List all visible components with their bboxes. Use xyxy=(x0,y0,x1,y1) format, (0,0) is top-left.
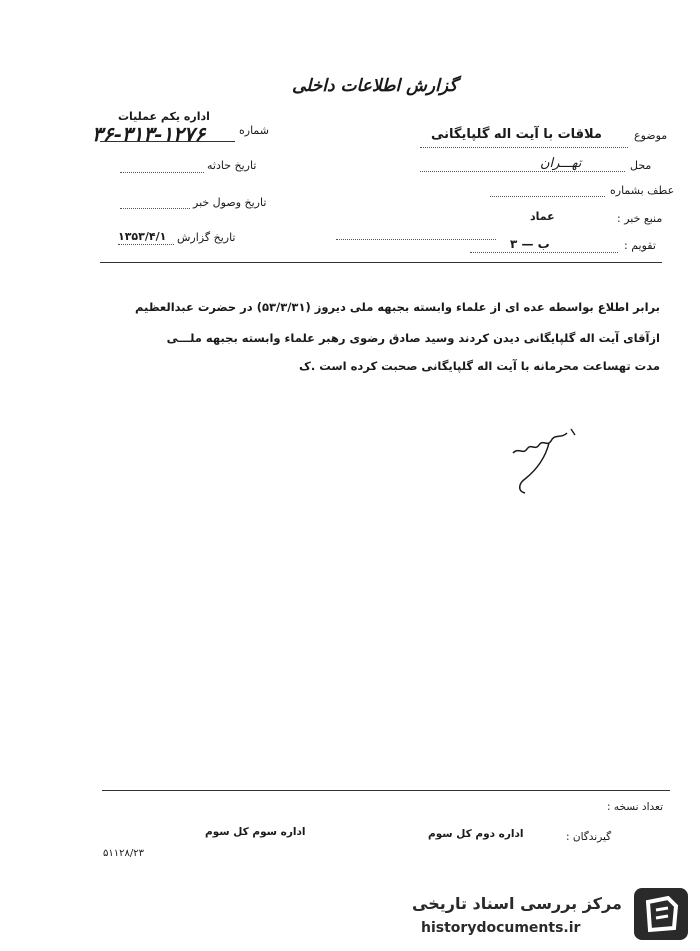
report-date-dots xyxy=(118,243,174,245)
copies-label: تعداد نسخه : xyxy=(607,801,664,813)
recipient-item: اداره دوم کل سوم xyxy=(428,828,524,840)
document-seal-icon xyxy=(634,888,688,940)
subject-dots xyxy=(420,146,628,148)
archive-website: historydocuments.ir xyxy=(421,920,581,936)
place-value: تهـــران xyxy=(540,156,582,171)
incident-date-dots xyxy=(120,171,204,173)
document-title: گزارش اطلاعات داخلی xyxy=(292,76,458,96)
number-value: ۳۶-۳۱۳-۱۲۷۶ xyxy=(92,122,206,146)
footer-separator xyxy=(102,790,670,791)
header-separator xyxy=(100,262,662,263)
report-date-value: ۱۳۵۳/۴/۱ xyxy=(118,230,167,243)
incident-date-label: تاریخ حادثه xyxy=(207,159,257,172)
assessment-label: تقویم : xyxy=(624,239,656,252)
source-label: منبع خبر : xyxy=(617,212,663,225)
recipient-item: اداره سوم کل سوم xyxy=(205,826,306,838)
receipt-date-dots xyxy=(120,207,190,209)
recipients-label: گیرندگان : xyxy=(566,831,612,843)
receipt-date-label: تاریخ وصول خبر xyxy=(193,196,267,209)
subject-label: موضوع xyxy=(634,129,668,142)
body-line: مدت تهساعت محرمانه با آیت اله گلپایگانی صحبت کرده است .ک xyxy=(299,359,660,373)
assessment-dots xyxy=(470,251,618,253)
handwritten-signature xyxy=(505,425,580,500)
source-value: عماد xyxy=(530,210,555,223)
assessment-value: ب — ۳ xyxy=(510,237,550,251)
department-label: اداره یکم عملیات xyxy=(118,110,210,123)
subject-value: ملاقات با آیت اله گلپایگانی xyxy=(431,127,602,142)
place-label: محل xyxy=(630,159,652,172)
place-dots xyxy=(420,170,625,172)
body-line: برابر اطلاع بواسطه عده ای از علماء وابسته بجبهه ملی دیروز (۵۳/۳/۳۱) در حضرت عبدالعظیم xyxy=(134,300,660,314)
reference-label: عطف بشماره xyxy=(610,184,675,197)
number-label: شماره xyxy=(239,124,270,137)
number-underline xyxy=(100,141,235,142)
archive-center-name: مرکز بررسی اسناد تاریخی xyxy=(412,894,622,913)
source-dots xyxy=(336,238,496,240)
reference-dots xyxy=(490,195,605,197)
body-line: ازآقای آیت اله گلپایگانی دیدن کردند وسید صادق رضوی رهبر علماء وابسته بجبهه ملـــی xyxy=(166,331,660,345)
footer-code: ۵۱۱۲۸/۲۳ xyxy=(103,848,144,859)
report-date-label: تاریخ گزارش xyxy=(177,231,236,244)
